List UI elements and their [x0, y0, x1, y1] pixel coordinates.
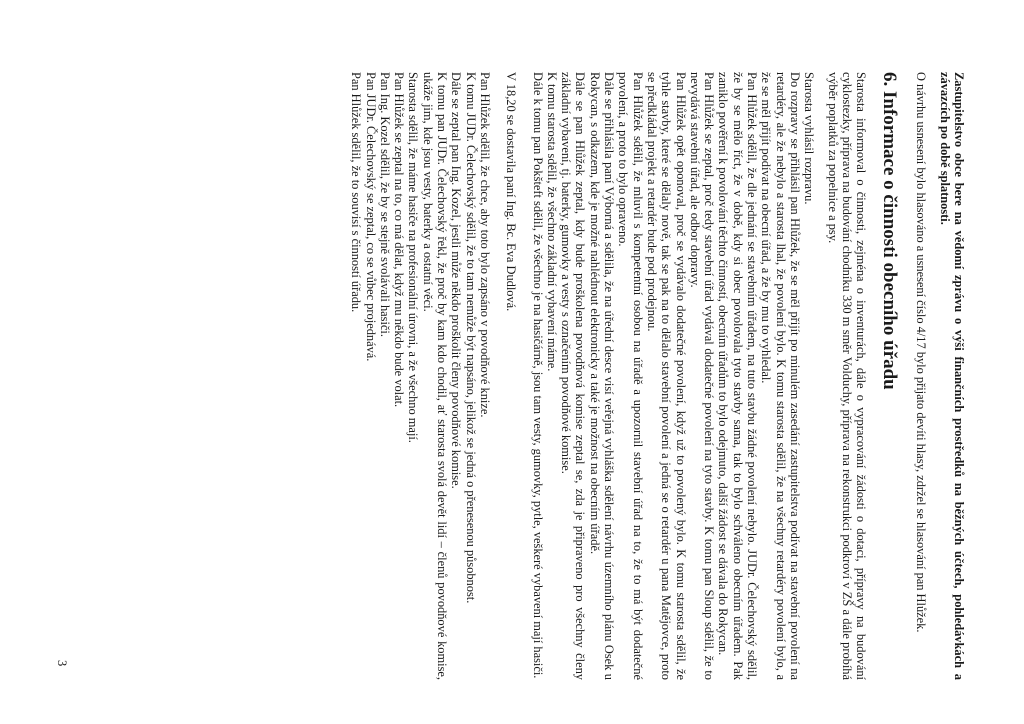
paragraph: K tomu pan JUDr. Čelechovský řekl, že proč by kam kdo chodil, ať starosta svolá devět lidí – členů povodňové komise, ukáže jim, kde jsou vesty, baterky a ostatní věci. [420, 72, 450, 680]
paragraph: Pan Hlůžek se zeptal, proč tedy stavební úřad vydával dodatečné povolení na tyto stavby. K tomu pan Sloup sdělil, že to nevydává stavební úřad, ale odbor dopravy. [687, 72, 717, 680]
paragraph: Pan Hlůžek sdělil, že dle jednání se stavebním úřadem, na tuto stavbu žádné povolení nebylo. JUDr. Čelechovský sdělil, že by se mělo říct, že v době, kdy si obec povolovala tyto stavby sama, tak to bylo schváleno obecním úřadem. Pak zaniklo pověření k povolování těchto činností, obecním úřadům to bylo odejmuto, další žádost se dávala do Rokycan. [716, 72, 760, 680]
paragraph: Dále se pan Hlůžek zeptal, kdy bude proškolena povodňová komise zeptal se, zda je připraveno pro všechny členy základní vybavení, tj. baterky, gumovky a vesty s označením povodňové komise. [559, 72, 588, 680]
paragraph: Starosta informoval o činnosti, zejména o inventurách, dále o vypracování žádosti o dotaci, přípravy na budování cyklostezky, příprava na budování chodníku 330 m směr Volduchy, příprava na rekonstrukci podkroví v ZŠ a dále probíhá výběr poplatků za popelnice a psy. [825, 72, 869, 680]
paragraph: Dále se přihlásila paní Výborná a sdělila, že na úřední desce visí veřejná vyhláška sdělení návrhu územního plánu Osek u Rokycan, s odkazem, kde je možné nahlédnout elektronicky a také je možnost na obecním úřadě. [587, 72, 617, 680]
page-content [349, 72, 966, 680]
paragraph: Dále k tomu pan Pokšteft sdělil, že všechno je na hasičárně, jsou tam vesty, gumovky, pytle, veškeré vybavení mají hasiči. [530, 72, 545, 679]
paragraph: Starosta sdělil, že máme hasiče na profesionální úrovni, a že všechno mají. [406, 72, 421, 443]
paragraph: Dále se zeptal pan Ing. Kozel, jestli může někdo proškolit členy povodňové komise. [449, 72, 464, 489]
paragraph: Pan Hlůžek sdělil, že chce, aby toto bylo zapsáno v povodňové knize. [477, 72, 492, 418]
paragraph: Pan JUDr. Čelechovský se zeptal, co se vůbec projednává. [363, 72, 378, 362]
paragraph: Pan Hlůžek opět oponoval, proč se vydávalo dodatečné povolení, když už to povolený bylo. K tomu starosta sdělil, že tyhle stavby, které se dělaly nově, tak se pak na to dělalo stavební povolení a jedná se o retardér u pana Matějovce, proto se předkládal projekt a retardér bude pod prodejnou. [644, 72, 688, 680]
paragraph: K tomu JUDr. Čelechovský sdělil, že to tam nemůže být napsáno, jelikož se jedná o přenesenou působnost. [463, 72, 478, 604]
vote-result: O návrhu usnesení bylo hlasováno a usnesení číslo 4/17 bylo přijato devíti hlasy, zdržel se hlasování pan Hlůžek. [914, 72, 929, 633]
paragraph: Starosta vyhlásil rozpravu. [802, 72, 817, 205]
paragraph: Pan Hlůžek sdělil, že mluvil s kompetentní osobou na úřadě a upozornil stavební úřad na to, že to má být dodatečné povolení, a proto to bylo opraveno. [616, 72, 645, 680]
resolution-statement: Zastupitelstvo obce bere na vědomí zprávu o výši finančních prostředků na běžných účtech, pohledávkách a závazcích po době splatnosti. [937, 72, 966, 680]
paragraph: Pan Ing. Kozel sdělil, že by se stejně svolávali hasiči. [377, 72, 392, 337]
paragraph: K tomu starosta sdělil, že všechno základní vybavení máme. [544, 72, 559, 372]
arrival-note: V 18,20 se dostavila paní Ing. Bc. Eva Dudlová. [504, 72, 519, 312]
page-number: 3 [55, 660, 69, 667]
paragraph: Pan Hlůžek sdělil, že to souvisí s činností úřadu. [349, 72, 364, 313]
paragraph: Do rozpravy se přihlásil pan Hlůžek, že se měl přijít po minulém zasedání zastupitelstva podívat na stavební povolení na retardéry, ale že nebylo a starosta lhal, že povolení bylo. K tomu starosta sdělil, že na všechny retardéry povolení bylo, a že se měl přijít podívat na obecní úřad, a že by mu to vyhledal. [759, 72, 802, 680]
paragraph: Pan Hlůžek se zeptal na to, co má dělat, když mu někdo bude volat. [392, 72, 407, 408]
section-heading: 6. Informace o činnosti obecního úřadu [879, 72, 901, 390]
